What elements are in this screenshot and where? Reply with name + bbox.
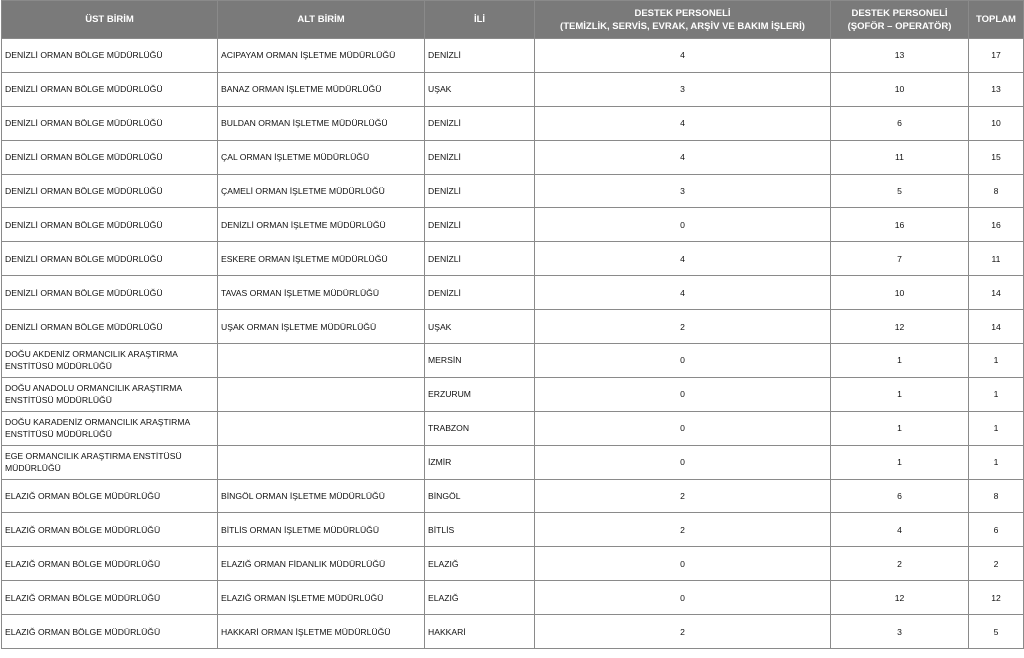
cell-ili: ELAZIĞ [425,581,535,615]
table-row [2,581,1024,615]
cell-alt-birim: TAVAS ORMAN İŞLETME MÜDÜRLÜĞÜ [218,276,425,310]
cell-ili: MERSİN [425,344,535,378]
cell-ust-birim: EGE ORMANCILIK ARAŞTIRMA ENSTİTÜSÜ MÜDÜRLÜĞÜ [2,445,218,479]
cell-destek-temizlik: 4 [535,276,831,310]
cell-alt-birim [218,377,425,411]
cell-destek-temizlik: 4 [535,39,831,73]
cell-ili: TRABZON [425,411,535,445]
cell-ust-birim: DENİZLİ ORMAN BÖLGE MÜDÜRLÜĞÜ [2,106,218,140]
cell-ili: DENİZLİ [425,140,535,174]
cell-alt-birim: BULDAN ORMAN İŞLETME MÜDÜRLÜĞÜ [218,106,425,140]
cell-destek-sofor: 10 [831,72,969,106]
cell-ili: DENİZLİ [425,39,535,73]
cell-destek-sofor: 1 [831,445,969,479]
cell-ili: DENİZLİ [425,106,535,140]
header-alt-birim: ALT BİRİM [218,1,425,39]
cell-destek-sofor: 3 [831,615,969,649]
cell-ili: HAKKARİ [425,615,535,649]
cell-ust-birim: DENİZLİ ORMAN BÖLGE MÜDÜRLÜĞÜ [2,140,218,174]
cell-alt-birim: DENİZLİ ORMAN İŞLETME MÜDÜRLÜĞÜ [218,208,425,242]
cell-destek-sofor: 1 [831,411,969,445]
header-destek-sofor-title: DESTEK PERSONELİ [851,7,948,19]
cell-destek-sofor: 13 [831,39,969,73]
table-row [2,106,1024,140]
table-row [2,411,1024,445]
cell-toplam: 11 [969,242,1024,276]
cell-alt-birim: ÇAL ORMAN İŞLETME MÜDÜRLÜĞÜ [218,140,425,174]
cell-ili: İZMİR [425,445,535,479]
cell-ili: DENİZLİ [425,174,535,208]
cell-ust-birim: ELAZIĞ ORMAN BÖLGE MÜDÜRLÜĞÜ [2,615,218,649]
header-destek-sofor [831,1,969,39]
cell-alt-birim: UŞAK ORMAN İŞLETME MÜDÜRLÜĞÜ [218,310,425,344]
cell-toplam: 1 [969,377,1024,411]
cell-destek-sofor: 1 [831,344,969,378]
cell-alt-birim: ESKERE ORMAN İŞLETME MÜDÜRLÜĞÜ [218,242,425,276]
cell-toplam: 5 [969,615,1024,649]
cell-alt-birim: ELAZIĞ ORMAN FİDANLIK MÜDÜRLÜĞÜ [218,547,425,581]
cell-ust-birim: DENİZLİ ORMAN BÖLGE MÜDÜRLÜĞÜ [2,174,218,208]
table-row [2,547,1024,581]
cell-ili: DENİZLİ [425,208,535,242]
table-row [2,174,1024,208]
table-row [2,242,1024,276]
cell-destek-sofor: 1 [831,377,969,411]
cell-toplam: 13 [969,72,1024,106]
cell-alt-birim [218,344,425,378]
table-row [2,276,1024,310]
cell-destek-temizlik: 3 [535,174,831,208]
cell-destek-sofor: 2 [831,547,969,581]
cell-alt-birim: ELAZIĞ ORMAN İŞLETME MÜDÜRLÜĞÜ [218,581,425,615]
cell-ust-birim: DOĞU AKDENİZ ORMANCILIK ARAŞTIRMA ENSTİTÜSÜ MÜDÜRLÜĞÜ [2,344,218,378]
cell-ust-birim: DOĞU ANADOLU ORMANCILIK ARAŞTIRMA ENSTİTÜSÜ MÜDÜRLÜĞÜ [2,377,218,411]
cell-toplam: 8 [969,479,1024,513]
cell-destek-sofor: 5 [831,174,969,208]
table-body [2,39,1024,649]
cell-toplam: 14 [969,276,1024,310]
table-header-row [2,1,1024,39]
cell-destek-sofor: 6 [831,479,969,513]
cell-alt-birim: BANAZ ORMAN İŞLETME MÜDÜRLÜĞÜ [218,72,425,106]
header-ust-birim: ÜST BİRİM [2,1,218,39]
table-row [2,72,1024,106]
table-row [2,479,1024,513]
table-row [2,344,1024,378]
table-row [2,513,1024,547]
cell-alt-birim: ACIPAYAM ORMAN İŞLETME MÜDÜRLÜĞÜ [218,39,425,73]
header-destek-temizlik-title: DESTEK PERSONELİ [634,7,731,19]
cell-toplam: 16 [969,208,1024,242]
cell-toplam: 1 [969,411,1024,445]
cell-ust-birim: ELAZIĞ ORMAN BÖLGE MÜDÜRLÜĞÜ [2,479,218,513]
cell-alt-birim [218,445,425,479]
cell-destek-temizlik: 2 [535,513,831,547]
cell-ili: BİNGÖL [425,479,535,513]
cell-toplam: 1 [969,344,1024,378]
cell-ust-birim: ELAZIĞ ORMAN BÖLGE MÜDÜRLÜĞÜ [2,513,218,547]
cell-destek-temizlik: 0 [535,411,831,445]
cell-ust-birim: DOĞU KARADENİZ ORMANCILIK ARAŞTIRMA ENSTİTÜSÜ MÜDÜRLÜĞÜ [2,411,218,445]
cell-destek-temizlik: 0 [535,445,831,479]
cell-destek-temizlik: 2 [535,479,831,513]
cell-ust-birim: DENİZLİ ORMAN BÖLGE MÜDÜRLÜĞÜ [2,72,218,106]
cell-alt-birim: HAKKARİ ORMAN İŞLETME MÜDÜRLÜĞÜ [218,615,425,649]
table-row [2,310,1024,344]
cell-ust-birim: DENİZLİ ORMAN BÖLGE MÜDÜRLÜĞÜ [2,208,218,242]
cell-ili: BİTLİS [425,513,535,547]
cell-destek-temizlik: 0 [535,208,831,242]
cell-toplam: 17 [969,39,1024,73]
table-row [2,208,1024,242]
cell-ili: DENİZLİ [425,276,535,310]
cell-destek-sofor: 6 [831,106,969,140]
cell-destek-temizlik: 0 [535,547,831,581]
cell-ust-birim: DENİZLİ ORMAN BÖLGE MÜDÜRLÜĞÜ [2,310,218,344]
cell-ili: ELAZIĞ [425,547,535,581]
cell-destek-temizlik: 0 [535,344,831,378]
cell-toplam: 12 [969,581,1024,615]
cell-destek-temizlik: 4 [535,242,831,276]
header-destek-sofor-sub: (ŞOFÖR – OPERATÖR) [847,20,952,32]
cell-ust-birim: DENİZLİ ORMAN BÖLGE MÜDÜRLÜĞÜ [2,276,218,310]
cell-destek-temizlik: 2 [535,310,831,344]
cell-destek-temizlik: 3 [535,72,831,106]
cell-toplam: 1 [969,445,1024,479]
table-row [2,615,1024,649]
cell-ust-birim: ELAZIĞ ORMAN BÖLGE MÜDÜRLÜĞÜ [2,547,218,581]
table-row [2,39,1024,73]
cell-toplam: 6 [969,513,1024,547]
table-row [2,140,1024,174]
cell-ili: UŞAK [425,310,535,344]
cell-ust-birim: DENİZLİ ORMAN BÖLGE MÜDÜRLÜĞÜ [2,242,218,276]
cell-alt-birim: ÇAMELİ ORMAN İŞLETME MÜDÜRLÜĞÜ [218,174,425,208]
cell-destek-temizlik: 2 [535,615,831,649]
table-row [2,445,1024,479]
cell-destek-temizlik: 4 [535,106,831,140]
cell-ust-birim: ELAZIĞ ORMAN BÖLGE MÜDÜRLÜĞÜ [2,581,218,615]
header-ili: İLİ [425,1,535,39]
cell-toplam: 10 [969,106,1024,140]
cell-destek-sofor: 12 [831,581,969,615]
table-row [2,377,1024,411]
cell-alt-birim: BİNGÖL ORMAN İŞLETME MÜDÜRLÜĞÜ [218,479,425,513]
header-destek-temizlik-sub: (TEMİZLİK, SERVİS, EVRAK, ARŞİV VE BAKIM İŞLERİ) [560,20,805,32]
cell-ili: UŞAK [425,72,535,106]
cell-toplam: 8 [969,174,1024,208]
cell-destek-sofor: 16 [831,208,969,242]
cell-destek-sofor: 7 [831,242,969,276]
cell-destek-temizlik: 4 [535,140,831,174]
cell-alt-birim [218,411,425,445]
cell-destek-sofor: 12 [831,310,969,344]
header-toplam: TOPLAM [969,1,1024,39]
cell-destek-sofor: 11 [831,140,969,174]
cell-ili: DENİZLİ [425,242,535,276]
cell-ust-birim: DENİZLİ ORMAN BÖLGE MÜDÜRLÜĞÜ [2,39,218,73]
cell-toplam: 14 [969,310,1024,344]
cell-toplam: 15 [969,140,1024,174]
cell-destek-sofor: 10 [831,276,969,310]
cell-toplam: 2 [969,547,1024,581]
personnel-table [1,0,1024,649]
cell-destek-sofor: 4 [831,513,969,547]
cell-ili: ERZURUM [425,377,535,411]
cell-alt-birim: BİTLİS ORMAN İŞLETME MÜDÜRLÜĞÜ [218,513,425,547]
cell-destek-temizlik: 0 [535,581,831,615]
header-destek-temizlik [535,1,831,39]
cell-destek-temizlik: 0 [535,377,831,411]
